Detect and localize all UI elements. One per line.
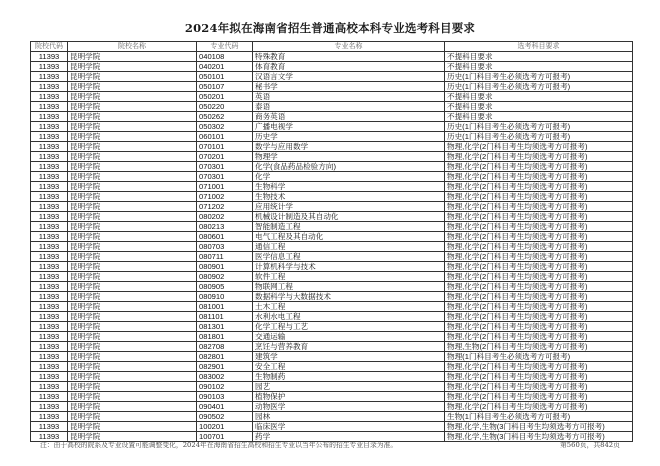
major-name-cell: 英语: [253, 92, 445, 102]
table-row: [31, 422, 633, 432]
table-row: [31, 232, 633, 242]
school-code-cell: 11393: [31, 82, 68, 92]
table-row: [31, 292, 633, 302]
major-code-cell: 050220: [197, 102, 253, 112]
school-name-cell: 昆明学院: [68, 402, 197, 412]
school-name-cell: 昆明学院: [68, 342, 197, 352]
subject-requirement-cell: 物理,化学(2门科目考生均须选考方可报考): [445, 162, 633, 172]
major-code-cell: 050101: [197, 72, 253, 82]
subject-requirement-cell: 物理,化学(2门科目考生均须选考方可报考): [445, 312, 633, 322]
header-school-name: 院校名称: [68, 42, 197, 52]
school-code-cell: 11393: [31, 242, 68, 252]
major-code-cell: 071001: [197, 182, 253, 192]
subject-requirement-cell: 物理,化学(2门科目考生均须选考方可报考): [445, 272, 633, 282]
header-school-code: 院校代码: [31, 42, 68, 52]
table-row: [31, 372, 633, 382]
school-code-cell: 11393: [31, 422, 68, 432]
school-code-cell: 11393: [31, 202, 68, 212]
school-code-cell: 11393: [31, 402, 68, 412]
table-row: [31, 242, 633, 252]
school-name-cell: 昆明学院: [68, 322, 197, 332]
school-code-cell: 11393: [31, 352, 68, 362]
major-code-cell: 081301: [197, 322, 253, 332]
subject-requirement-cell: 物理,化学(2门科目考生均须选考方可报考): [445, 232, 633, 242]
major-code-cell: 100701: [197, 432, 253, 442]
table-row: [31, 102, 633, 112]
subject-requirement-cell: 物理,化学(2门科目考生均须选考方可报考): [445, 212, 633, 222]
table-row: [31, 262, 633, 272]
major-name-cell: 医学信息工程: [253, 252, 445, 262]
major-code-cell: 050201: [197, 92, 253, 102]
major-code-cell: 082801: [197, 352, 253, 362]
school-name-cell: 昆明学院: [68, 202, 197, 212]
school-name-cell: 昆明学院: [68, 62, 197, 72]
major-code-cell: 071002: [197, 192, 253, 202]
major-name-cell: 泰语: [253, 102, 445, 112]
major-name-cell: 安全工程: [253, 362, 445, 372]
school-code-cell: 11393: [31, 362, 68, 372]
major-code-cell: 080910: [197, 292, 253, 302]
school-name-cell: 昆明学院: [68, 192, 197, 202]
table-row: [31, 202, 633, 212]
subject-requirement-cell: 历史(1门科目考生必须选考方可报考): [445, 132, 633, 142]
school-name-cell: 昆明学院: [68, 142, 197, 152]
school-name-cell: 昆明学院: [68, 392, 197, 402]
header-major-name: 专业名称: [253, 42, 445, 52]
school-name-cell: 昆明学院: [68, 82, 197, 92]
school-name-cell: 昆明学院: [68, 112, 197, 122]
table-row: [31, 252, 633, 262]
major-name-cell: 药学: [253, 432, 445, 442]
major-code-cell: 071202: [197, 202, 253, 212]
subject-requirement-cell: 物理,化学(2门科目考生均须选考方可报考): [445, 222, 633, 232]
major-name-cell: 土木工程: [253, 302, 445, 312]
major-code-cell: 040108: [197, 52, 253, 62]
table-row: [31, 342, 633, 352]
school-code-cell: 11393: [31, 382, 68, 392]
major-name-cell: 化学工程与工艺: [253, 322, 445, 332]
school-code-cell: 11393: [31, 222, 68, 232]
subject-requirement-cell: 历史(1门科目考生必须选考方可报考): [445, 82, 633, 92]
header-subject-requirement: 选考科目要求: [445, 42, 633, 52]
major-code-cell: 070101: [197, 142, 253, 152]
table-row: [31, 72, 633, 82]
table-row: [31, 362, 633, 372]
major-code-cell: 081801: [197, 332, 253, 342]
school-name-cell: 昆明学院: [68, 272, 197, 282]
subject-requirement-cell: 物理,化学(2门科目考生均须选考方可报考): [445, 192, 633, 202]
table-row: [31, 92, 633, 102]
subject-requirement-cell: 物理,化学(2门科目考生均须选考方可报考): [445, 302, 633, 312]
school-name-cell: 昆明学院: [68, 312, 197, 322]
subject-requirement-cell: 物理,化学(2门科目考生均须选考方可报考): [445, 282, 633, 292]
table-row: [31, 302, 633, 312]
subject-requirement-cell: 物理,化学(2门科目考生均须选考方可报考): [445, 402, 633, 412]
major-code-cell: 080703: [197, 242, 253, 252]
school-code-cell: 11393: [31, 312, 68, 322]
school-name-cell: 昆明学院: [68, 212, 197, 222]
major-code-cell: 040201: [197, 62, 253, 72]
school-code-cell: 11393: [31, 412, 68, 422]
subject-requirement-cell: 历史(1门科目考生必须选考方可报考): [445, 72, 633, 82]
school-code-cell: 11393: [31, 142, 68, 152]
major-name-cell: 机械设计制造及其自动化: [253, 212, 445, 222]
school-code-cell: 11393: [31, 372, 68, 382]
school-name-cell: 昆明学院: [68, 302, 197, 312]
school-code-cell: 11393: [31, 72, 68, 82]
table-row: [31, 142, 633, 152]
table-row: [31, 222, 633, 232]
major-name-cell: 植物保护: [253, 392, 445, 402]
table-row: [31, 182, 633, 192]
major-code-cell: 080905: [197, 282, 253, 292]
table-header-row: [31, 42, 633, 52]
table-row: [31, 132, 633, 142]
school-name-cell: 昆明学院: [68, 362, 197, 372]
school-code-cell: 11393: [31, 152, 68, 162]
school-code-cell: 11393: [31, 292, 68, 302]
major-name-cell: 物联网工程: [253, 282, 445, 292]
major-code-cell: 050302: [197, 122, 253, 132]
school-code-cell: 11393: [31, 212, 68, 222]
table-row: [31, 382, 633, 392]
subject-requirement-cell: 物理,化学(2门科目考生均须选考方可报考): [445, 172, 633, 182]
table-row: [31, 62, 633, 72]
major-name-cell: 临床医学: [253, 422, 445, 432]
subject-requirement-cell: 物理,化学(2门科目考生均须选考方可报考): [445, 362, 633, 372]
school-name-cell: 昆明学院: [68, 152, 197, 162]
school-code-cell: 11393: [31, 182, 68, 192]
school-code-cell: 11393: [31, 272, 68, 282]
subject-requirement-cell: 物理,化学(2门科目考生均须选考方可报考): [445, 262, 633, 272]
school-name-cell: 昆明学院: [68, 52, 197, 62]
major-code-cell: 090502: [197, 412, 253, 422]
major-name-cell: 化学(食品药品检验方向): [253, 162, 445, 172]
major-code-cell: 050107: [197, 82, 253, 92]
school-name-cell: 昆明学院: [68, 72, 197, 82]
school-code-cell: 11393: [31, 232, 68, 242]
table-row: [31, 192, 633, 202]
school-code-cell: 11393: [31, 432, 68, 442]
table-row: [31, 402, 633, 412]
school-code-cell: 11393: [31, 262, 68, 272]
table-row: [31, 172, 633, 182]
major-name-cell: 秘书学: [253, 82, 445, 92]
subject-requirement-cell: 物理,化学(2门科目考生均须选考方可报考): [445, 202, 633, 212]
school-code-cell: 11393: [31, 112, 68, 122]
major-name-cell: 水利水电工程: [253, 312, 445, 322]
subject-requirement-cell: 历史(1门科目考生必须选考方可报考): [445, 122, 633, 132]
school-name-cell: 昆明学院: [68, 422, 197, 432]
school-code-cell: 11393: [31, 162, 68, 172]
major-name-cell: 园林: [253, 412, 445, 422]
major-name-cell: 商务英语: [253, 112, 445, 122]
school-name-cell: 昆明学院: [68, 372, 197, 382]
subject-requirement-cell: 物理,化学,生物(3门科目考生均须选考方可报考): [445, 422, 633, 432]
table-row: [31, 162, 633, 172]
school-code-cell: 11393: [31, 302, 68, 312]
major-name-cell: 数学与应用数学: [253, 142, 445, 152]
major-name-cell: 历史学: [253, 132, 445, 142]
major-code-cell: 082708: [197, 342, 253, 352]
subject-requirement-cell: 物理,化学(2门科目考生均须选考方可报考): [445, 372, 633, 382]
subject-requirement-cell: 物理,化学(2门科目考生均须选考方可报考): [445, 182, 633, 192]
school-name-cell: 昆明学院: [68, 172, 197, 182]
school-code-cell: 11393: [31, 92, 68, 102]
major-name-cell: 广播电视学: [253, 122, 445, 132]
table-row: [31, 332, 633, 342]
major-name-cell: 计算机科学与技术: [253, 262, 445, 272]
subject-requirement-cell: 不提科目要求: [445, 112, 633, 122]
table-row: [31, 212, 633, 222]
subject-requirement-cell: 物理,化学(2门科目考生均须选考方可报考): [445, 242, 633, 252]
school-code-cell: 11393: [31, 282, 68, 292]
subject-requirement-cell: 物理,化学(2门科目考生均须选考方可报考): [445, 292, 633, 302]
school-name-cell: 昆明学院: [68, 242, 197, 252]
major-code-cell: 070301: [197, 172, 253, 182]
table-body: [31, 52, 633, 442]
school-code-cell: 11393: [31, 342, 68, 352]
major-name-cell: 通信工程: [253, 242, 445, 252]
school-name-cell: 昆明学院: [68, 132, 197, 142]
page-indicator: 第560页，共842页: [560, 441, 620, 449]
major-name-cell: 生物技术: [253, 192, 445, 202]
major-code-cell: 090102: [197, 382, 253, 392]
major-code-cell: 100201: [197, 422, 253, 432]
table-row: [31, 392, 633, 402]
document-title: 2024年拟在海南省招生普通高校本科专业选考科目要求: [184, 21, 476, 35]
subject-requirement-cell: 物理,化学(2门科目考生均须选考方可报考): [445, 322, 633, 332]
school-code-cell: 11393: [31, 252, 68, 262]
subject-requirement-cell: 物理,化学(2门科目考生均须选考方可报考): [445, 152, 633, 162]
school-name-cell: 昆明学院: [68, 232, 197, 242]
subject-requirement-cell: 物理,化学(2门科目考生均须选考方可报考): [445, 142, 633, 152]
major-name-cell: 交通运输: [253, 332, 445, 342]
major-name-cell: 生物制药: [253, 372, 445, 382]
subject-requirement-cell: 物理,化学(2门科目考生均须选考方可报考): [445, 392, 633, 402]
school-name-cell: 昆明学院: [68, 222, 197, 232]
major-name-cell: 特殊教育: [253, 52, 445, 62]
table-row: [31, 112, 633, 122]
subject-requirement-cell: 不提科目要求: [445, 62, 633, 72]
subject-requirement-cell: 物理(1门科目考生必须选考方可报考): [445, 352, 633, 362]
subject-requirement-cell: 物理,化学(2门科目考生均须选考方可报考): [445, 332, 633, 342]
table-row: [31, 122, 633, 132]
major-code-cell: 050262: [197, 112, 253, 122]
school-name-cell: 昆明学院: [68, 292, 197, 302]
table-row: [31, 412, 633, 422]
table-row: [31, 152, 633, 162]
major-name-cell: 园艺: [253, 382, 445, 392]
school-code-cell: 11393: [31, 332, 68, 342]
major-name-cell: 化学: [253, 172, 445, 182]
major-code-cell: 080711: [197, 252, 253, 262]
school-name-cell: 昆明学院: [68, 382, 197, 392]
subject-requirement-cell: 物理,化学(2门科目考生均须选考方可报考): [445, 252, 633, 262]
major-code-cell: 060101: [197, 132, 253, 142]
school-name-cell: 昆明学院: [68, 282, 197, 292]
school-code-cell: 11393: [31, 192, 68, 202]
major-code-cell: 082901: [197, 362, 253, 372]
school-name-cell: 昆明学院: [68, 122, 197, 132]
major-code-cell: 070301: [197, 162, 253, 172]
school-code-cell: 11393: [31, 392, 68, 402]
school-code-cell: 11393: [31, 122, 68, 132]
major-code-cell: 080901: [197, 262, 253, 272]
major-name-cell: 生物科学: [253, 182, 445, 192]
subject-requirement-cell: 物理,生物(2门科目考生均须选考方可报考): [445, 342, 633, 352]
header-major-code: 专业代码: [197, 42, 253, 52]
table-row: [31, 282, 633, 292]
major-name-cell: 汉语言文学: [253, 72, 445, 82]
major-name-cell: 建筑学: [253, 352, 445, 362]
school-code-cell: 11393: [31, 102, 68, 112]
major-name-cell: 物理学: [253, 152, 445, 162]
table-row: [31, 352, 633, 362]
major-name-cell: 电气工程及其自动化: [253, 232, 445, 242]
major-name-cell: 体育教育: [253, 62, 445, 72]
school-name-cell: 昆明学院: [68, 262, 197, 272]
school-code-cell: 11393: [31, 62, 68, 72]
footer-note: 注：由于高校的院系及专业设置可能调整变化，2024年在海南省招生高校和招生专业以当年公布的招生专业目录为准。: [40, 441, 398, 449]
major-code-cell: 080902: [197, 272, 253, 282]
school-name-cell: 昆明学院: [68, 432, 197, 442]
table-row: [31, 52, 633, 62]
school-name-cell: 昆明学院: [68, 92, 197, 102]
school-name-cell: 昆明学院: [68, 162, 197, 172]
major-name-cell: 智能制造工程: [253, 222, 445, 232]
major-code-cell: 083002: [197, 372, 253, 382]
major-name-cell: 数据科学与大数据技术: [253, 292, 445, 302]
major-name-cell: 应用统计学: [253, 202, 445, 212]
subject-requirement-cell: 不提科目要求: [445, 92, 633, 102]
major-code-cell: 080601: [197, 232, 253, 242]
table-row: [31, 82, 633, 92]
major-code-cell: 080213: [197, 222, 253, 232]
subject-requirement-cell: 生物(1门科目考生必须选考方可报考): [445, 412, 633, 422]
major-code-cell: 081101: [197, 312, 253, 322]
major-name-cell: 软件工程: [253, 272, 445, 282]
subject-requirement-cell: 不提科目要求: [445, 102, 633, 112]
school-code-cell: 11393: [31, 52, 68, 62]
major-code-cell: 090401: [197, 402, 253, 412]
major-name-cell: 动物医学: [253, 402, 445, 412]
school-name-cell: 昆明学院: [68, 102, 197, 112]
major-code-cell: 080202: [197, 212, 253, 222]
subject-requirement-cell: 物理,化学(2门科目考生均须选考方可报考): [445, 382, 633, 392]
table-row: [31, 322, 633, 332]
table-row: [31, 272, 633, 282]
school-code-cell: 11393: [31, 172, 68, 182]
major-code-cell: 081001: [197, 302, 253, 312]
school-name-cell: 昆明学院: [68, 352, 197, 362]
subject-requirement-cell: 物理,化学,生物(3门科目考生均须选考方可报考): [445, 432, 633, 442]
subject-requirement-cell: 不提科目要求: [445, 52, 633, 62]
school-name-cell: 昆明学院: [68, 332, 197, 342]
subject-requirements-table: [30, 41, 633, 442]
school-code-cell: 11393: [31, 132, 68, 142]
school-code-cell: 11393: [31, 322, 68, 332]
major-name-cell: 烹饪与营养教育: [253, 342, 445, 352]
major-code-cell: 090103: [197, 392, 253, 402]
school-name-cell: 昆明学院: [68, 412, 197, 422]
school-name-cell: 昆明学院: [68, 182, 197, 192]
school-name-cell: 昆明学院: [68, 252, 197, 262]
table-row: [31, 312, 633, 322]
major-code-cell: 070201: [197, 152, 253, 162]
